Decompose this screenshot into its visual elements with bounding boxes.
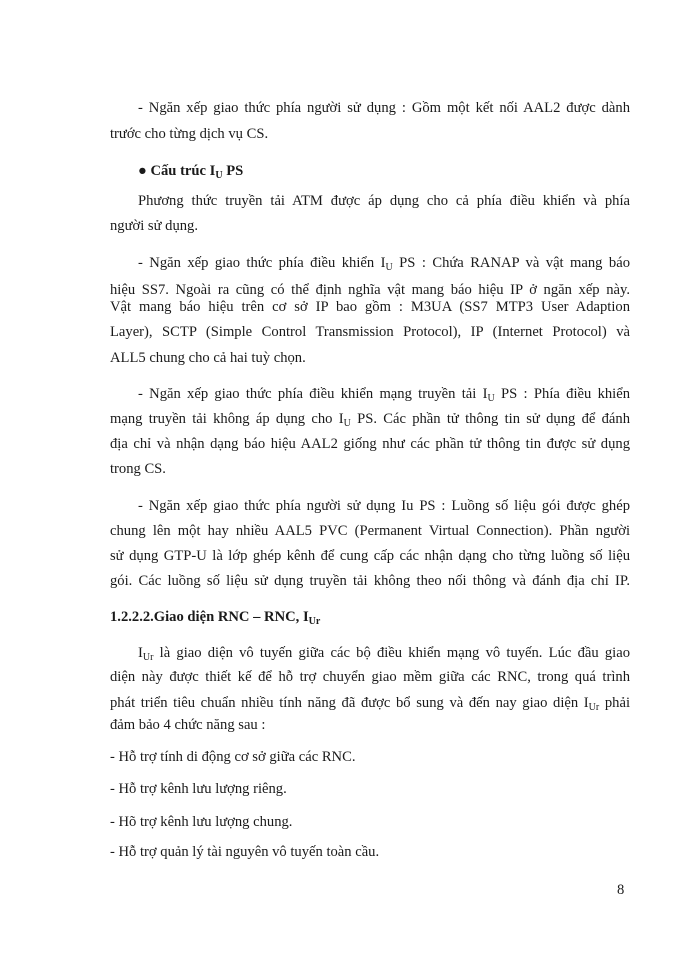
text-segment: mạng truyền tải không áp dụng cho I	[110, 411, 344, 427]
subscript: Ur	[142, 652, 154, 663]
text-segment: phải	[599, 695, 630, 711]
text-segment: PS : Phía điều khiển	[494, 386, 630, 402]
subscript: U	[215, 170, 223, 181]
section-heading-iu-ps	[138, 161, 658, 181]
subscript: U	[487, 393, 495, 404]
text-segment: - Ngăn xếp giao thức phía điều khiển I	[138, 255, 386, 271]
text-segment: phát triển tiêu chuẩn nhiều tính năng đã được bổ sung và đến nay giao diện I	[110, 695, 589, 711]
paragraph-line: địa chỉ và nhận dạng báo hiệu AAL2 giống như các phần tử thông tin được sử dụng	[110, 436, 630, 452]
paragraph-line: chung lên một hay nhiều AAL5 PVC (Permanent Virtual Connection). Phần người	[110, 523, 630, 539]
list-item: - Hỗ trợ kênh lưu lượng riêng.	[110, 781, 287, 797]
paragraph-line	[110, 409, 630, 429]
heading-text: 1.2.2.2.Giao diện RNC – RNC, I	[110, 609, 309, 625]
subscript: Ur	[308, 616, 321, 627]
subscript: Ur	[588, 702, 600, 713]
subscript: U	[385, 262, 393, 273]
paragraph-line: đảm bảo 4 chức năng sau :	[110, 717, 266, 733]
paragraph-line: Layer), SCTP (Simple Control Transmission Protocol), IP (Internet Protocol) và	[110, 324, 630, 340]
paragraph-line: sử dụng GTP-U là lớp ghép kênh để cung cấp các nhận dạng cho từng luồng số liệu	[110, 548, 630, 564]
heading-text: ● Cấu trúc I	[138, 163, 216, 179]
paragraph-line: hiệu SS7. Ngoài ra cũng có thể định nghĩa vật mang báo hiệu IP ở ngăn xếp này.	[110, 282, 630, 298]
text-segment: là giao diện vô tuyến giữa các bộ điều khiển mạng vô tuyến. Lúc đầu giao	[153, 645, 630, 661]
text-segment: PS : Chứa RANAP và vật mang báo	[392, 255, 630, 271]
text-segment: - Ngăn xếp giao thức phía điều khiển mạng truyền tải I	[138, 386, 488, 402]
list-item: - Hõ trợ kênh lưu lượng chung.	[110, 814, 293, 830]
paragraph-line: trong CS.	[110, 461, 166, 477]
text-segment: PS. Các phần tử thông tin sử dụng để đánh	[350, 411, 630, 427]
paragraph-line	[138, 643, 630, 663]
paragraph-line: Phương thức truyền tải ATM được áp dụng cho cả phía điều khiển và phía	[138, 193, 630, 209]
paragraph-line: Vật mang báo hiệu trên cơ sở IP bao gồm : M3UA (SS7 MTP3 User Adaption	[110, 299, 630, 315]
paragraph-line: trước cho từng dịch vụ CS.	[110, 126, 269, 142]
list-item: - Hỗ trợ tính di động cơ sở giữa các RNC.	[110, 749, 356, 765]
list-item: - Hỗ trợ quản lý tài nguyên vô tuyến toàn cầu.	[110, 844, 380, 860]
paragraph-line	[138, 384, 630, 404]
text-segment: I	[138, 645, 143, 661]
paragraph-line: người sử dụng.	[110, 218, 198, 234]
paragraph-line: - Ngăn xếp giao thức phía người sử dụng : Gồm một kết nối AAL2 được dành	[138, 100, 630, 116]
page-number: 8	[617, 882, 625, 898]
paragraph-line	[110, 693, 630, 713]
heading-text: PS	[222, 163, 244, 179]
paragraph-line	[138, 253, 630, 273]
paragraph-line: gói. Các luồng số liệu sử dụng truyền tải không theo nối thông và đánh địa chỉ IP.	[110, 573, 630, 589]
paragraph-line: diện này được thiết kế để hỗ trợ chuyển giao mềm giữa các RNC, trong quá trình	[110, 669, 630, 685]
paragraph-line: - Ngăn xếp giao thức phía người sử dụng Iu PS : Luồng số liệu gói được ghép	[138, 498, 630, 514]
paragraph-line: ALL5 chung cho cả hai tuỳ chọn.	[110, 350, 306, 366]
subscript: U	[343, 418, 351, 429]
section-heading-rnc-rnc	[110, 607, 630, 627]
